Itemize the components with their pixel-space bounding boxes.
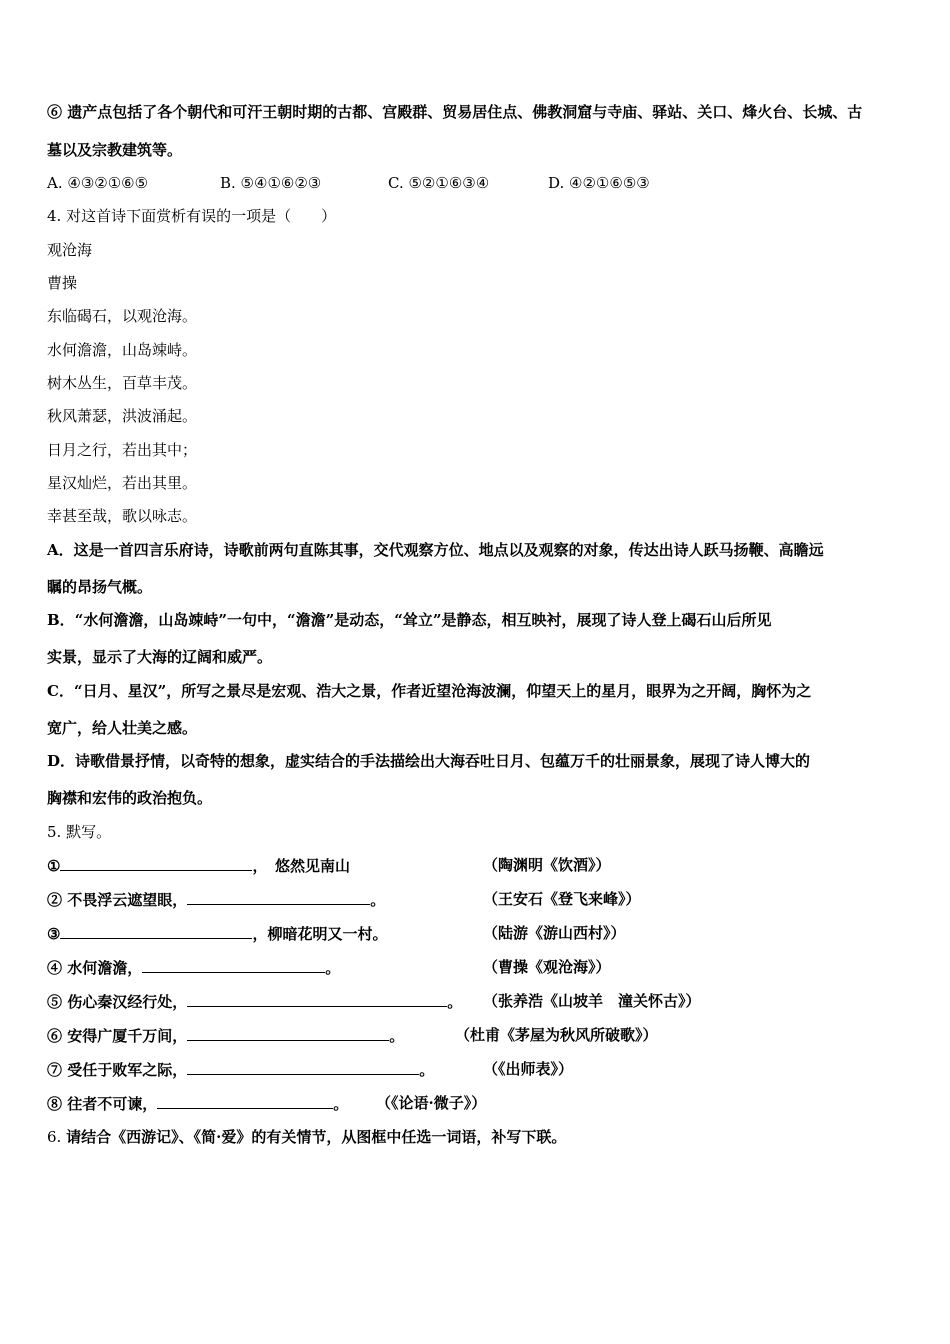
item-suffix: ， 悠然见南山 — [252, 857, 350, 875]
q3-option-b: B. ⑤④①⑥②③ — [220, 174, 322, 192]
q5-stem: 5. 默写。 — [47, 823, 112, 841]
q5-source-5: （张养浩《山坡羊 潼关怀古》） — [483, 992, 701, 1010]
poem-line: 秋风萧瑟，洪波涌起。 — [47, 407, 198, 425]
q5-source-1: （陶渊明《饮酒》） — [483, 856, 611, 874]
q5-source-2: （王安石《登飞来峰》） — [483, 890, 641, 908]
q4-option-c — [47, 681, 811, 701]
q4-option-a-continued: 瞩的昂扬气概。 — [47, 578, 153, 596]
item-prefix: ③ — [47, 925, 61, 943]
answer-blank[interactable] — [187, 889, 370, 905]
q5-item-4 — [47, 957, 340, 978]
answer-blank[interactable] — [187, 1059, 419, 1075]
poem-line: 幸甚至哉，歌以咏志。 — [47, 507, 198, 525]
option-text: 诗歌借景抒情，以奇特的想象，虚实结合的手法描绘出大海吞吐日月、包蕴万千的壮丽景象，展现了诗人博大的 — [75, 752, 811, 770]
item-suffix: 。 — [333, 1095, 349, 1113]
poem-author: 曹操 — [47, 274, 78, 292]
q4-stem: 4. 对这首诗下面赏析有误的一项是（ ） — [47, 207, 337, 225]
item-suffix: 。 — [370, 891, 386, 909]
poem-line: 东临碣石，以观沧海。 — [47, 307, 198, 325]
item-prefix: ④ 水何澹澹， — [47, 959, 143, 977]
q3-option-a: A. ④③②①⑥⑤ — [47, 174, 149, 192]
q4-option-b — [47, 610, 771, 630]
option-label: B． — [47, 611, 75, 629]
q5-item-1 — [47, 855, 350, 876]
q5-item-6 — [47, 1025, 404, 1046]
q4-option-d-continued: 胸襟和宏伟的政治抱负。 — [47, 789, 213, 807]
item-suffix: ，柳暗花明又一村。 — [252, 925, 388, 943]
q5-item-5 — [47, 991, 462, 1012]
item-suffix: 。 — [325, 959, 341, 977]
q5-source-6: （杜甫《茅屋为秋风所破歌》） — [455, 1026, 658, 1044]
poem-line: 树木丛生，百草丰茂。 — [47, 374, 198, 392]
q4-option-a — [47, 540, 824, 560]
option-text: “水何澹澹，山岛竦峙”一句中，“澹澹”是动态，“耸立”是静态，相互映衬，展现了诗人登上碣石山后所见 — [74, 611, 772, 629]
answer-blank[interactable] — [187, 1025, 389, 1041]
poem-line: 星汉灿烂，若出其里。 — [47, 474, 198, 492]
q5-item-2 — [47, 889, 385, 910]
item-prefix: ⑧ 往者不可谏， — [47, 1095, 158, 1113]
answer-blank[interactable] — [60, 855, 252, 871]
item-suffix: 。 — [419, 1061, 435, 1079]
item-prefix: ② 不畏浮云遮望眼， — [47, 891, 188, 909]
q5-source-4: （曹操《观沧海》） — [483, 958, 611, 976]
option-label: D． — [47, 752, 76, 770]
answer-blank[interactable] — [142, 957, 325, 973]
item-prefix: ⑤ 伤心秦汉经行处， — [47, 993, 188, 1011]
answer-blank[interactable] — [157, 1093, 333, 1109]
q5-source-8: （《论语·微子》） — [376, 1094, 487, 1112]
q5-source-3: （陆游《游山西村》） — [483, 924, 626, 942]
option-label: A． — [47, 541, 74, 559]
poem-line: 日月之行，若出其中； — [47, 441, 198, 459]
item-prefix: ⑦ 受任于败军之际， — [47, 1061, 188, 1079]
q5-item-7 — [47, 1059, 434, 1080]
item-suffix: 。 — [447, 993, 463, 1011]
q4-option-d — [47, 751, 810, 771]
item-suffix: 。 — [389, 1027, 405, 1045]
option-text: 这是一首四言乐府诗，诗歌前两句直陈其事，交代观察方位、地点以及观察的对象，传达出诗人跃马扬鞭、高瞻远 — [73, 541, 824, 559]
question-text: 请结合《西游记》、《简·爱》的有关情节，从图框中任选一词语，补写下联。 — [66, 1128, 567, 1146]
answer-blank[interactable] — [187, 991, 447, 1007]
question-number: 6. — [47, 1128, 62, 1146]
q4-option-c-continued: 宽广，给人壮美之感。 — [47, 719, 198, 737]
q5-item-8 — [47, 1093, 348, 1114]
option-label: C． — [47, 682, 74, 700]
poem-line: 水何澹澹，山岛竦峙。 — [47, 341, 198, 359]
item-prefix: ⑥ 安得广厦千万间， — [47, 1027, 188, 1045]
item-prefix: ① — [47, 857, 61, 875]
q5-item-3 — [47, 923, 387, 944]
q5-source-7: （《出师表》） — [483, 1060, 574, 1078]
q3-item-6: ⑥ 遗产点包括了各个朝代和可汗王朝时期的古都、宫殿群、贸易居住点、佛教洞窟与寺庙、驿站、关口、烽火台、长城、古 — [47, 103, 863, 121]
q4-option-b-continued: 实景，显示了大海的辽阔和威严。 — [47, 648, 273, 666]
answer-blank[interactable] — [60, 923, 252, 939]
q6-stem — [47, 1127, 566, 1147]
option-text: “日月、星汉”，所写之景尽是宏观、浩大之景，作者近望沧海波澜，仰望天上的星月，眼界为之开阔，胸怀为之 — [73, 682, 812, 700]
q3-option-d: D. ④②①⑥⑤③ — [548, 174, 650, 192]
q3-option-c: C. ⑤②①⑥③④ — [388, 174, 490, 192]
poem-title: 观沧海 — [47, 241, 93, 259]
q3-item-6-continued: 墓以及宗教建筑等。 — [47, 141, 183, 159]
